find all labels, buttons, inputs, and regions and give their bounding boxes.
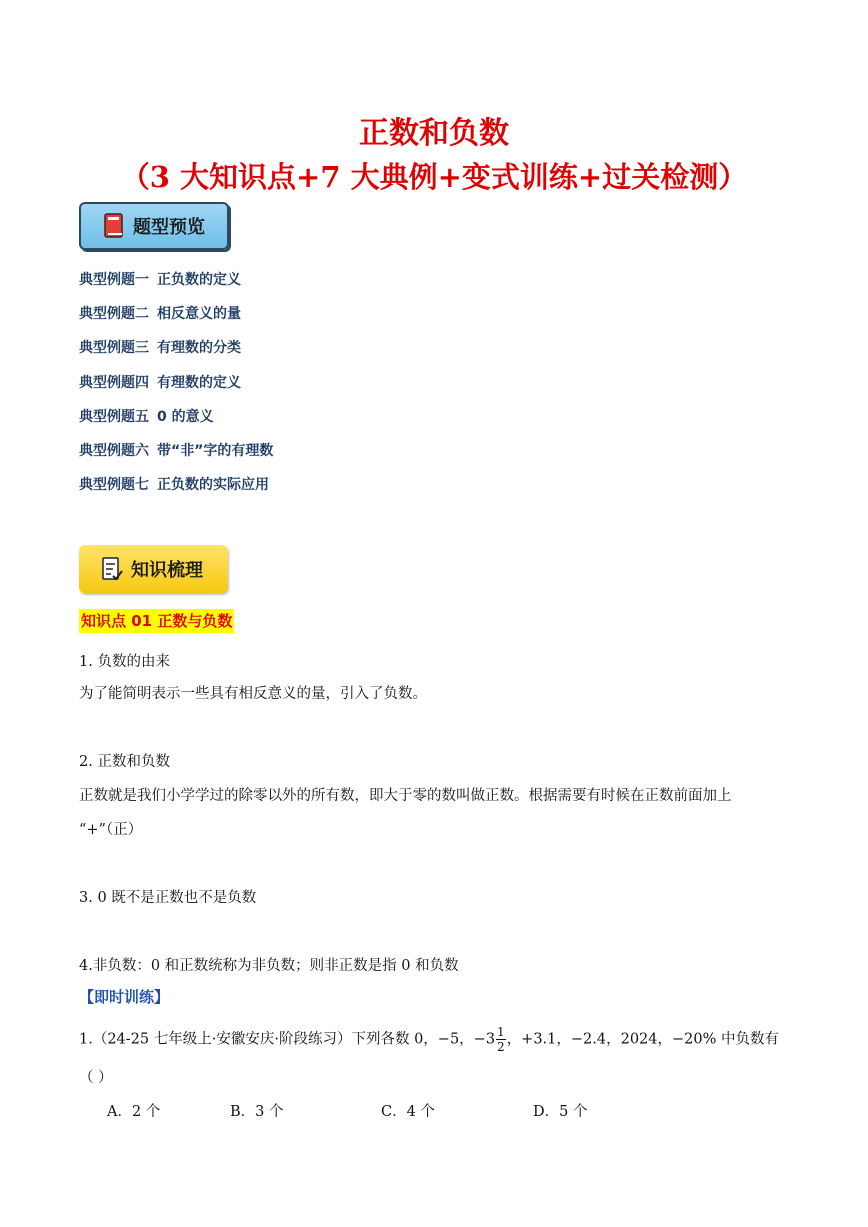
knowledge-badge-label: 知识梳理: [131, 560, 203, 581]
paragraph-text: 3. 0 既不是正数也不是负数: [79, 890, 257, 906]
preview-badge-label: 题型预览: [133, 217, 205, 238]
paragraph-text: “+”（正）: [79, 822, 143, 838]
practice-title: 【即时训练】: [79, 988, 170, 1006]
toc-item[interactable]: 典型例题七 正负数的实际应用: [79, 477, 269, 494]
toc-item[interactable]: 典型例题二 相反意义的量: [79, 306, 241, 323]
knowledge-point-heading: 知识点 01 正数与负数: [79, 609, 234, 633]
document-title: 正数和负数: [359, 116, 509, 151]
toc-item[interactable]: 典型例题六 带“非”字的有理数: [79, 442, 274, 459]
paragraph-text: 正数就是我们小学学过的除零以外的所有数，即大于零的数叫做正数。根据需要有时候在正数前面加上: [79, 788, 732, 804]
document-subtitle: （3 大知识点+7 大典例+变式训练+过关检测）: [120, 160, 748, 194]
preview-badge: [79, 202, 229, 250]
option-c[interactable]: C．4 个: [381, 1104, 435, 1120]
toc-item[interactable]: 典型例题一 正负数的定义: [79, 272, 241, 288]
option-d[interactable]: D．5 个: [533, 1104, 588, 1120]
toc-item[interactable]: 典型例题四 有理数的定义: [79, 374, 241, 391]
paragraph-heading: 2. 正数和负数: [79, 754, 170, 770]
question-stem: 1.（24-25 七年级上·安徽安庆·阶段练习）下列各数 0，−5，−3 $\frac{1}{2}$ ，+3.1，−2.4，2024，−20% 中负数有: [79, 1025, 779, 1054]
answer-parentheses: （ ）: [79, 1070, 113, 1086]
paragraph-text: 4.非负数：0 和正数统称为非负数；则非正数是指 0 和负数: [79, 958, 459, 974]
option-b[interactable]: B．3 个: [230, 1104, 284, 1120]
option-a[interactable]: A．2 个: [107, 1104, 161, 1120]
example-list: [79, 266, 273, 505]
paragraph-heading: 1. 负数的由来: [79, 654, 170, 670]
book-icon: [103, 213, 125, 239]
paragraph-text: 为了能简明表示一些具有相反意义的量，引入了负数。: [79, 686, 427, 702]
checklist-icon: [101, 556, 123, 582]
toc-item[interactable]: 典型例题五 0 的意义: [79, 408, 214, 425]
toc-item[interactable]: 典型例题三 有理数的分类: [79, 340, 241, 357]
fraction: $\frac{1}{2}$: [497, 1025, 505, 1054]
knowledge-badge: [79, 545, 228, 593]
